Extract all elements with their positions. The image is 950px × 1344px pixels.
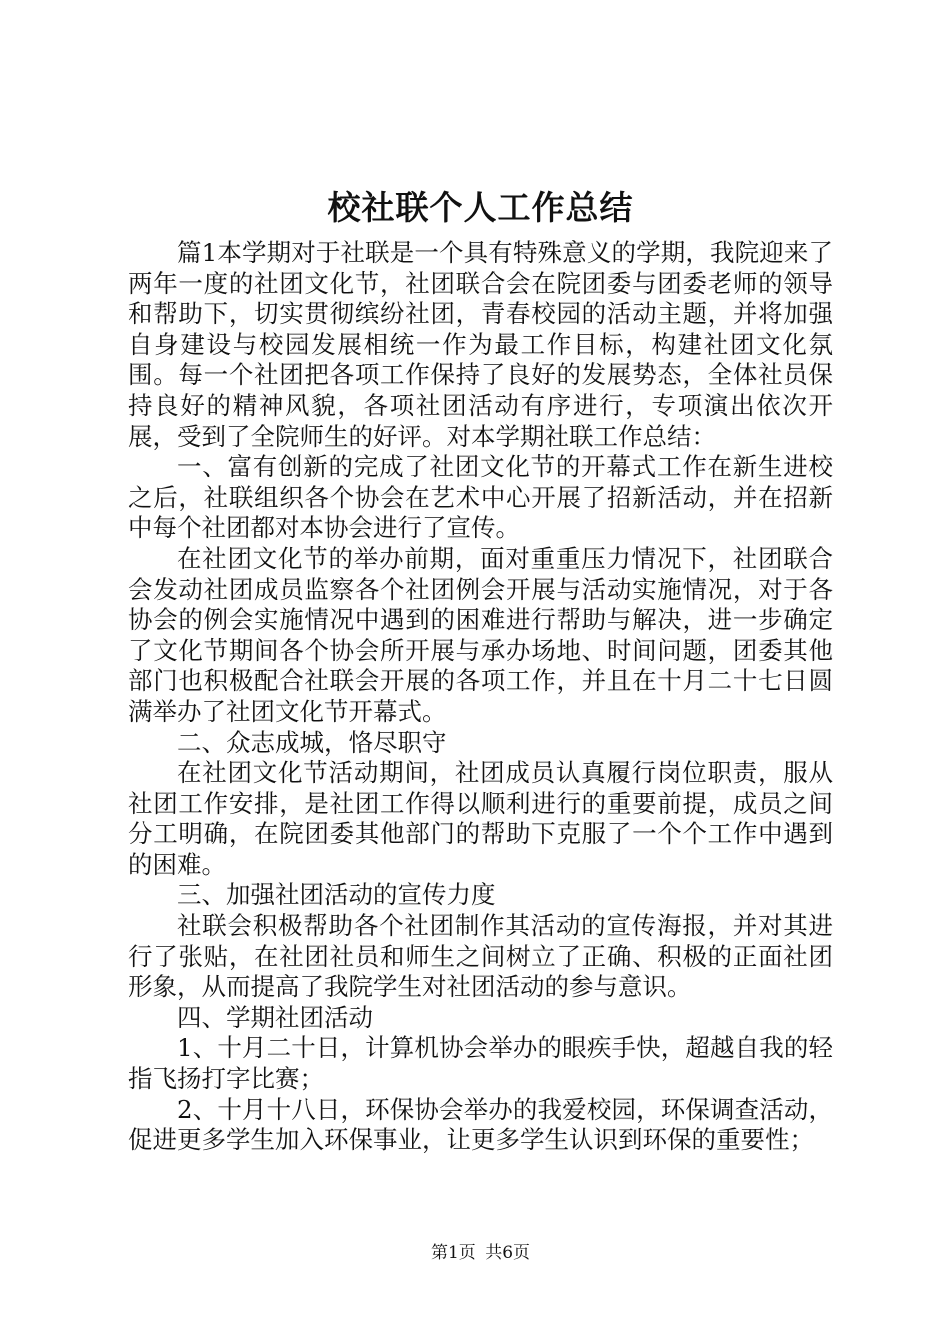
section-1-detail-paragraph: 在社团文化节的举办前期，面对重重压力情况下，社团联合会发动社团成员监察各个社团例会开展与活动实施情况，对于各协会的例会实施情况中遇到的困难进行帮助与解决，进一步确定了文化节期间各个协会所开展与承办场地、时间问题，团委其他部门也积极配合社联会开展的各项工作，并且在十月二十七日圆满举办了社团文化节开幕式。 xyxy=(128,543,833,726)
document-page xyxy=(128,0,833,1344)
section-1-paragraph: 一、富有创新的完成了社团文化节的开幕式工作在新生进校之后，社联组织各个协会在艺术中心开展了招新活动，并在招新中每个社团都对本协会进行了宣传。 xyxy=(128,452,833,543)
section-4-heading: 四、学期社团活动 xyxy=(177,1002,373,1032)
page-footer xyxy=(128,1241,833,1265)
section-2-paragraph: 在社团文化节活动期间，社团成员认真履行岗位职责，服从社团工作安排，是社团工作得以顺利进行的重要前提，成员之间分工明确，在院团委其他部门的帮助下克服了一个个工作中遇到的困难。 xyxy=(128,758,833,879)
activity-item-2: 2、十月十八日，环保协会举办的我爱校园，环保调查活动，促进更多学生加入环保事业，让更多学生认识到环保的重要性； xyxy=(128,1094,833,1155)
activity-item-1: 1、十月二十日，计算机协会举办的眼疾手快，超越自我的轻指飞扬打字比赛； xyxy=(128,1033,833,1094)
section-2-heading: 二、众志成城，恪尽职守 xyxy=(177,727,447,757)
section-3-paragraph: 社联会积极帮助各个社团制作其活动的宣传海报，并对其进行了张贴，在社团社员和师生之间树立了正确、积极的正面社团形象，从而提高了我院学生对社团活动的参与意识。 xyxy=(128,911,833,1002)
document-title: 校社联个人工作总结 xyxy=(327,188,634,227)
document-body xyxy=(128,238,833,1156)
intro-paragraph: 篇1本学期对于社联是一个具有特殊意义的学期，我院迎来了两年一度的社团文化节，社团联合会在院团委与团委老师的领导和帮助下，切实贯彻缤纷社团，青春校园的活动主题，并将加强自身建设与校园发展相统一作为最工作目标，构建社团文化氛围。每一个社团把各项工作保持了良好的发展势态，全体社员保持良好的精神风貌，各项社团活动有序进行，专项演出依次开展，受到了全院师生的好评。对本学期社联工作总结： xyxy=(128,238,833,451)
page-number: 第1页 xyxy=(430,1243,476,1263)
page-total: 共6页 xyxy=(485,1243,531,1263)
section-3-heading: 三、加强社团活动的宣传力度 xyxy=(177,880,496,910)
